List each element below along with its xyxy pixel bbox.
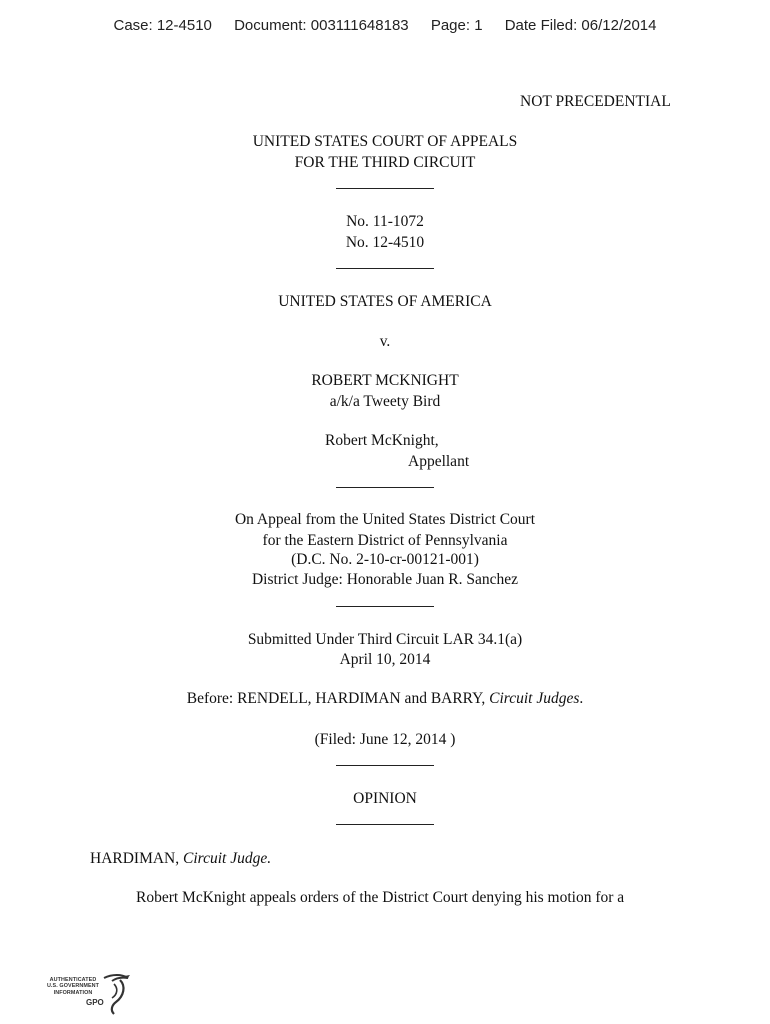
panel-judges-period: . <box>579 690 584 707</box>
seal-line-1: AUTHENTICATED <box>49 977 97 983</box>
appeal-line-2: for the Eastern District of Pennsylvania <box>262 532 508 549</box>
author-title: Circuit Judge. <box>183 850 272 867</box>
filing-header <box>0 17 770 34</box>
seal-text <box>42 977 104 996</box>
defendant-name: ROBERT MCKNIGHT <box>311 372 459 389</box>
opinion-author <box>90 850 271 868</box>
submitted-line-1: Submitted Under Third Circuit LAR 34.1(a) <box>247 631 523 648</box>
precedential-status: NOT PRECEDENTIAL <box>520 93 671 110</box>
court-name-line1: UNITED STATES COURT OF APPEALS <box>252 133 518 150</box>
appeal-line-4: District Judge: Honorable Juan R. Sanchez <box>251 571 519 588</box>
panel-judges-title: Circuit Judges <box>489 690 580 707</box>
eagle-icon <box>100 972 132 1018</box>
appeal-line-1: On Appeal from the United States District Court <box>234 511 536 528</box>
divider <box>336 606 434 607</box>
appellant-name: Robert McKnight, <box>325 432 439 449</box>
divider <box>336 487 434 488</box>
author-name: HARDIMAN, <box>90 850 183 867</box>
seal-label: GPO <box>86 998 104 1007</box>
filed-date: (Filed: June 12, 2014 ) <box>314 731 456 748</box>
divider <box>336 268 434 269</box>
opinion-body-line: Robert McKnight appeals orders of the District Court denying his motion for a <box>136 889 625 906</box>
divider <box>336 824 434 825</box>
panel-judges-names: Before: RENDELL, HARDIMAN and BARRY, <box>186 690 490 707</box>
seal-line-2: U.S. GOVERNMENT <box>46 983 100 990</box>
date-filed: Date Filed: 06/12/2014 <box>504 17 657 34</box>
divider <box>336 765 434 766</box>
defendant-alias: a/k/a Tweety Bird <box>329 393 441 410</box>
case-number: Case: 12-4510 <box>113 17 212 34</box>
divider <box>336 188 434 189</box>
submitted-line-2: April 10, 2014 <box>339 651 431 668</box>
panel-judges <box>0 690 770 708</box>
appeal-line-3: (D.C. No. 2-10-cr-00121-001) <box>291 551 479 568</box>
versus: v. <box>379 333 391 350</box>
gpo-authentication-seal <box>42 972 132 1018</box>
docket-number-2: No. 12-4510 <box>345 234 425 251</box>
opinion-heading: OPINION <box>353 790 417 807</box>
plaintiff-name: UNITED STATES OF AMERICA <box>278 293 492 310</box>
court-name-line2: FOR THE THIRD CIRCUIT <box>294 154 476 171</box>
seal-line-3: INFORMATION <box>53 989 93 996</box>
docket-number-1: No. 11-1072 <box>346 213 424 230</box>
appellant-role: Appellant <box>408 453 470 470</box>
document-number: Document: 003111648183 <box>234 17 409 34</box>
page-number: Page: 1 <box>430 17 483 34</box>
